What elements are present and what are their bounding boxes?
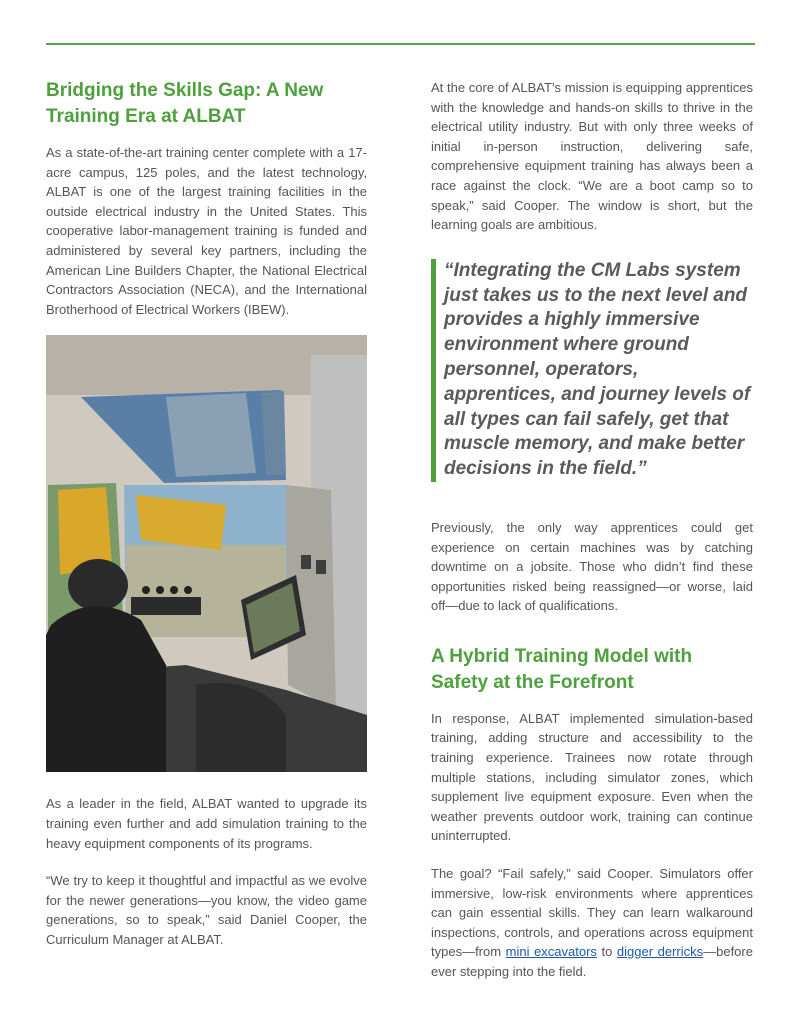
previously-paragraph: Previously, the only way apprentices could get experience on certain machines was by catching downtime on a jobsite. Those who didn’t find these opportunities risked being reassigned—or worse, laid off—due to lack of qualifications. xyxy=(431,519,753,614)
goal-paragraph xyxy=(431,864,753,982)
section-heading-skills-gap: Bridging the Skills Gap: A New Training Era at ALBAT xyxy=(46,80,324,127)
pull-quote xyxy=(431,259,753,482)
mini-excavators-link[interactable]: mini excavators xyxy=(505,944,597,960)
left-column xyxy=(46,78,367,950)
digger-derricks-link[interactable]: digger derricks xyxy=(616,944,704,960)
mission-paragraph: At the core of ALBAT’s mission is equipping apprentices with the knowledge and hands-on skills to thrive in the electrical utility industry. But with only three weeks of initial in-person instruction, delivering safe, comprehensive equipment training has always been a race against the clock. “We are a boot camp so to speak,” said Cooper. The window is short, but the learning goals are ambitious. xyxy=(431,80,753,233)
goal-text-end: —before ever stepping into the field. xyxy=(431,944,753,980)
section-heading-hybrid-model: A Hybrid Training Model with Safety at the Forefront xyxy=(431,645,693,693)
leader-paragraph: As a leader in the field, ALBAT wanted to upgrade its training even further and add simulation training to the heavy equipment components of its programs. xyxy=(46,796,367,851)
pull-quote-text: “Integrating the CM Labs system just takes us to the next level and provides a highly immersive environment where ground personnel, operators, apprentices, and journey levels of all types can fail safely, get that muscle memory, and make better decisions in the field.” xyxy=(444,259,751,480)
right-column xyxy=(431,78,753,982)
simulator-photo xyxy=(46,335,367,772)
response-paragraph: In response, ALBAT implemented simulation-based training, adding structure and accessibility to the training experience. Trainees now rotate through multiple stations, including simulator zones, which supplement live equipment exposure. Even when the weather prevents outdoor work, training can continue uninterrupted. xyxy=(431,710,753,844)
goal-text-start: The goal? “Fail safely,” said Cooper. Simulators offer immersive, low-risk environments where apprentices can gain essential skills. They can learn walkaround inspections, controls, and operations across equipment types—from xyxy=(431,866,753,960)
intro-paragraph: As a state-of-the-art training center complete with a 17-acre campus, 125 poles, and the latest technology, ALBAT is one of the largest training facilities in the outside electrical industry in the United States. This cooperative labor-management training is funded and administered by several key partners, including the American Line Builders Chapter, the National Electrical Contractors Association (NECA), and the International Brotherhood of Electrical Workers (IBEW). xyxy=(46,145,367,317)
goal-text-mid: to xyxy=(596,944,617,960)
top-divider xyxy=(46,43,755,45)
cooper-quote-paragraph: “We try to keep it thoughtful and impactful as we evolve for the newer generations—you know, the video game generations, so to speak,” said Daniel Cooper, the Curriculum Manager at ALBAT. xyxy=(46,873,367,947)
